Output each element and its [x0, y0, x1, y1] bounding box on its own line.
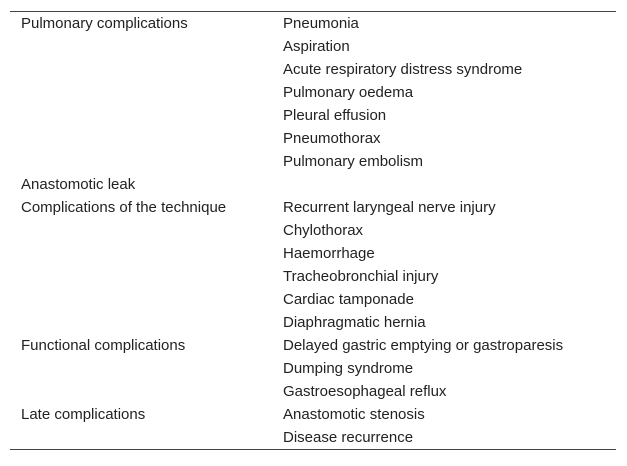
- table-row: [10, 35, 616, 58]
- item-cell: Cardiac tamponade: [283, 291, 414, 308]
- table-row: [10, 150, 616, 173]
- item-cell: Pulmonary oedema: [283, 84, 414, 101]
- category-cell: [10, 81, 283, 104]
- category-cell: [10, 265, 283, 288]
- category-cell: Functional complications: [21, 337, 186, 354]
- category-cell: Pulmonary complications: [21, 15, 188, 32]
- item-cell: Recurrent laryngeal nerve injury: [283, 199, 496, 216]
- table-row: [10, 403, 616, 426]
- category-cell: [10, 219, 283, 242]
- category-cell: [10, 288, 283, 311]
- table-row: [10, 58, 616, 81]
- category-cell: [10, 127, 283, 150]
- category-cell: Late complications: [21, 406, 146, 423]
- category-cell: [10, 104, 283, 127]
- complications-table: [10, 11, 616, 450]
- category-cell: [10, 311, 283, 334]
- category-cell: Anastomotic leak: [21, 176, 136, 193]
- category-cell: Complications of the technique: [21, 199, 227, 216]
- category-cell: [10, 150, 283, 173]
- table-row: [10, 173, 616, 196]
- table-row: [10, 12, 616, 35]
- item-cell: Delayed gastric emptying or gastroparesis: [283, 337, 564, 354]
- table-row: [10, 311, 616, 334]
- table-row: [10, 127, 616, 150]
- category-cell: [10, 35, 283, 58]
- category-cell: [10, 426, 283, 449]
- item-cell: Pneumonia: [283, 15, 359, 32]
- item-cell: Tracheobronchial injury: [283, 268, 439, 285]
- item-cell: Gastroesophageal reflux: [283, 383, 447, 400]
- item-cell: Aspiration: [283, 38, 350, 55]
- table-row: [10, 288, 616, 311]
- item-cell: Acute respiratory distress syndrome: [283, 61, 523, 78]
- category-cell: [10, 357, 283, 380]
- table-row: [10, 357, 616, 380]
- table-row: [10, 81, 616, 104]
- item-cell: Anastomotic stenosis: [283, 406, 425, 423]
- item-cell: Pulmonary embolism: [283, 153, 424, 170]
- item-cell: Dumping syndrome: [283, 360, 414, 377]
- table-body: [10, 12, 616, 449]
- table-row: [10, 334, 616, 357]
- table-row: [10, 196, 616, 219]
- table-row: [10, 242, 616, 265]
- table-row: [10, 426, 616, 449]
- table-row: [10, 219, 616, 242]
- item-cell: Disease recurrence: [283, 429, 414, 446]
- item-cell: Chylothorax: [283, 222, 364, 239]
- category-cell: [10, 242, 283, 265]
- item-cell: [283, 173, 616, 196]
- item-cell: Pneumothorax: [283, 130, 381, 147]
- category-cell: [10, 58, 283, 81]
- item-cell: Haemorrhage: [283, 245, 375, 262]
- table-row: [10, 265, 616, 288]
- complications-table-grid: [10, 12, 616, 449]
- table-row: [10, 104, 616, 127]
- table-row: [10, 380, 616, 403]
- category-cell: [10, 380, 283, 403]
- item-cell: Diaphragmatic hernia: [283, 314, 426, 331]
- item-cell: Pleural effusion: [283, 107, 387, 124]
